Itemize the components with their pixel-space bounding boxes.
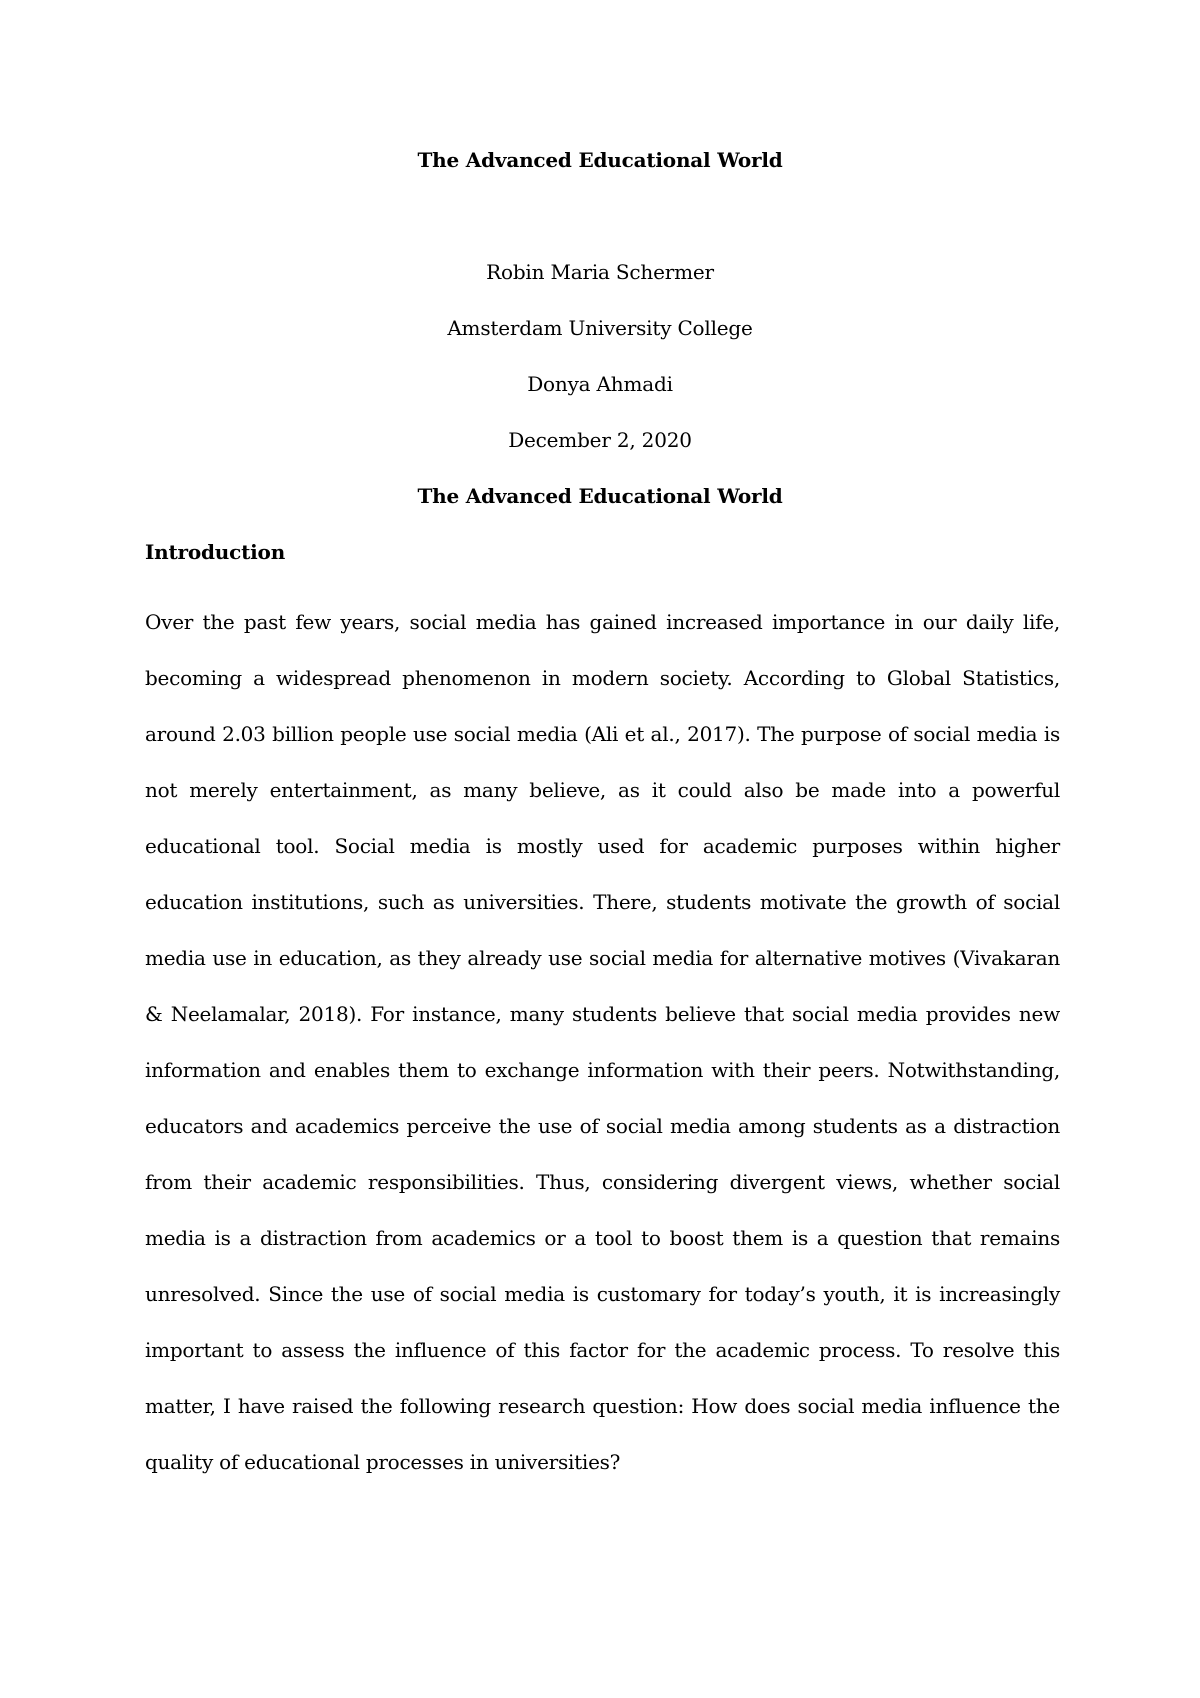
introduction-heading: Introduction <box>145 540 286 564</box>
introduction-paragraph: Over the past few years, social media has gained increased importance in our daily life, becoming a widespread phenomenon in modern society. According to Global Statistics, around 2.03 billion people use social media (Ali et al., 2017). The purpose of social media is not merely entertainment, as many believe, as it could also be made into a powerful educational tool. Social media is mostly used for academic purposes within higher education institutions, such as universities. There, students motivate the growth of social media use in education, as they already use social media for alternative motives (Vivakaran & Neelamalar, 2018). For instance, many students believe that social media provides new information and enables them to exchange information with their peers. Notwithstanding, educators and academics perceive the use of social media among students as a distraction from their academic responsibilities. Thus, considering divergent views, whether social media is a distraction from academics or a tool to boost them is a question that remains unresolved. Since the use of social media is customary for today’s youth, it is increasingly important to assess the influence of this factor for the academic process. To resolve this matter, I have raised the following research question: How does social media influence the quality of educational processes in universities? <box>145 610 1060 1474</box>
author-name: Robin Maria Schermer <box>486 260 714 284</box>
institution-name: Amsterdam University College <box>447 316 753 340</box>
paper-title: The Advanced Educational World <box>417 148 783 172</box>
repeated-paper-title: The Advanced Educational World <box>417 484 783 508</box>
paper-date: December 2, 2020 <box>508 428 692 452</box>
instructor-name: Donya Ahmadi <box>527 372 673 396</box>
